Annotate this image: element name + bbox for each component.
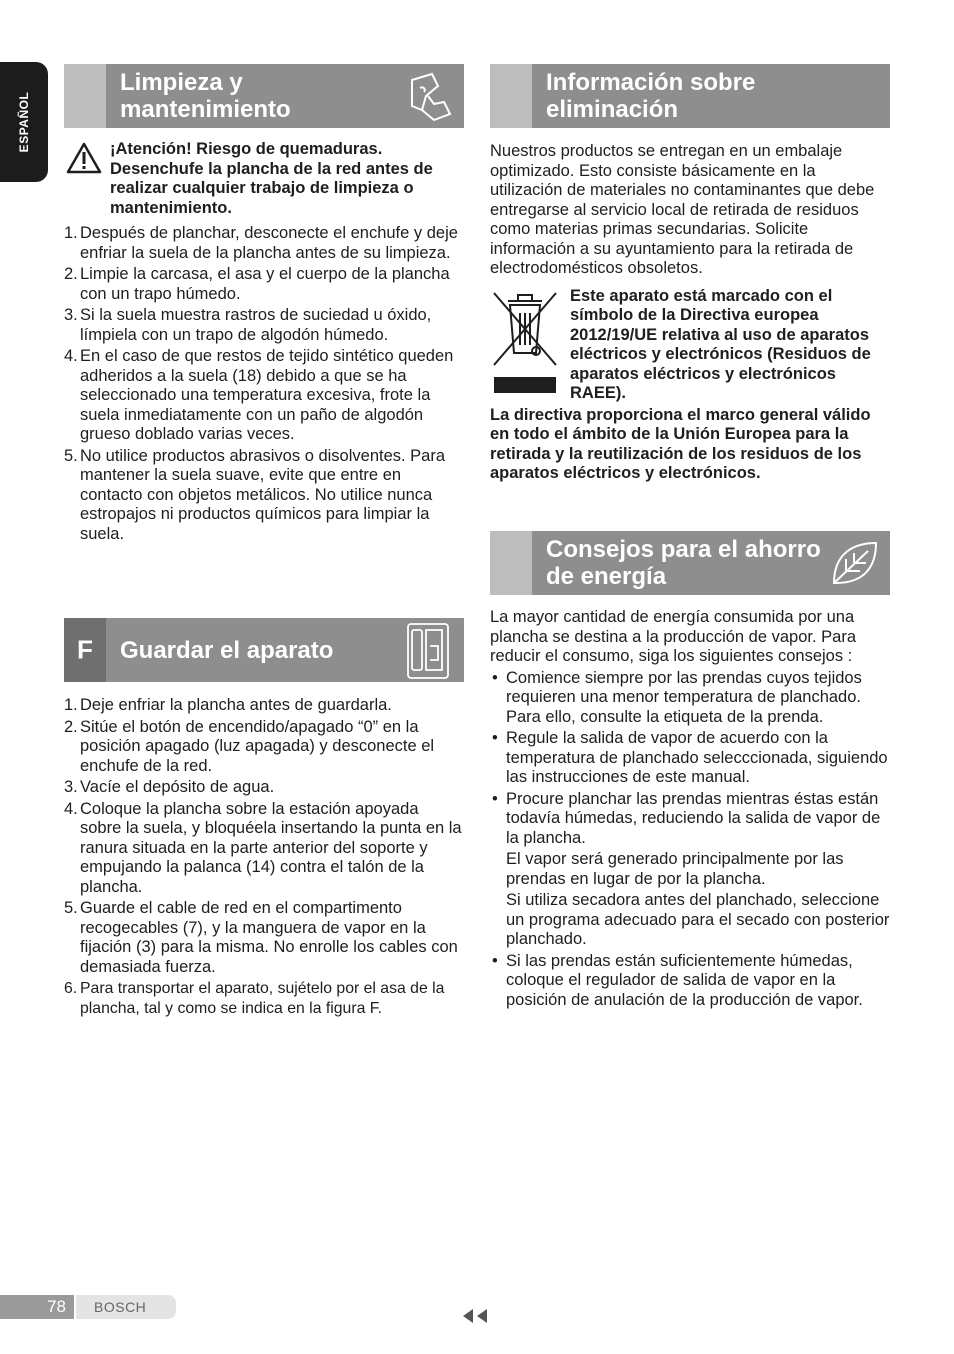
language-tab-label: ESPAÑOL [17, 91, 31, 153]
list-item: 5. No utilice productos abrasivos o disolventes. Para mantener la suela suave, evite que entre en contacto con objetos metálicos. No utilice nunca estropajos ni productos químicos para limpiar la suela. [64, 446, 446, 543]
weee-text: Este aparato está marcado con el símbolo de la Directiva europea 2012/19/UE relativa al uso de aparatos eléctricos y electrónicos (Residuos de aparatos eléctricos y electrónicos RAEE). [570, 286, 871, 402]
disposal-title: Información sobre eliminación [546, 69, 756, 123]
energy-intro: La mayor cantidad de energía consumida por una plancha se destina a la producción de vapor. Para reducir el consumo, siga los siguientes consejos : [490, 608, 856, 665]
cleaning-header [64, 64, 464, 128]
warning-triangle-icon [66, 142, 102, 174]
storage-header [64, 618, 464, 682]
cleaning-content [64, 140, 464, 546]
disposal-header [490, 64, 890, 128]
list-item: 1. Deje enfriar la plancha antes de guardarla. [64, 696, 392, 714]
brand-label: BOSCH [76, 1295, 176, 1319]
hand-cloth-icon [398, 66, 458, 126]
list-item: 1. Después de planchar, desconecte el enchufe y deje enfriar la suela de la plancha antes de su limpieza. [64, 224, 458, 262]
energy-title: Consejos para el ahorro de energía [546, 536, 821, 590]
list-item: 5. Guarde el cable de red en el compartimento recogecables (7), y la manguera de vapor en la fijación (3) para la misma. No enrolle los cables con demasiada fuerza. [64, 899, 458, 976]
section-letter: F [77, 634, 93, 665]
double-arrow-left-icon[interactable] [461, 1308, 491, 1324]
list-item: • Si las prendas están suficientemente húmedas, coloque el regulador de salida de vapor en la posición de anulación de la producción de vapor. [490, 952, 890, 1011]
warning-title: ¡Atención! Riesgo de quemaduras. [110, 140, 383, 158]
tip-extra: Si utiliza secadora antes del planchado, seleccione un programa adecuado para el secado con posterior planchado. [506, 891, 890, 948]
language-tab [0, 62, 48, 182]
list-item: 4. En el caso de que restos de tejido sintético queden adheridos a la suela (18) debido a que se ha seleccionado una temperatura excesiva, frote la suela inmediatamente con un paño de algodón grueso doblado varias veces. [64, 347, 454, 443]
disposal-intro: Nuestros productos se entregan en un embalaje optimizado. Esto consiste básicamente en la utilización de materiales no contaminantes que debe entregarse al servicio local de retirada de residuos como materias primas secundarias. Solicite información a su ayuntamiento para la retirada de electrodomésticos obsoletos. [490, 142, 875, 277]
list-item: • Comience siempre por las prendas cuyos tejidos requieren una menor temperatura de planchado. Para ello, consulte la etiqueta de la prenda. [490, 669, 890, 728]
list-item: 3. Vacíe el depósito de agua. [64, 778, 275, 796]
list-item: 4. Coloque la plancha sobre la estación apoyada sobre la suela, y bloquéela insertando la punta en la ranura situada en la parte anterior del soporte y empujando la palanca (14) contra el talón de la plancha. [64, 799, 462, 896]
storage-title: Guardar el aparato [120, 636, 334, 664]
storage-content [64, 696, 464, 1020]
list-item: 2. Sitúe el botón de encendido/apagado “0” en la posición apagado (luz apagada) y desconecte el enchufe de la red. [64, 717, 435, 775]
list-item: 6. Para transportar el aparato, sujételo por el asa de la plancha, tal y como se indica en la figura F. [64, 980, 445, 1017]
iron-station-icon [398, 620, 458, 680]
crossed-bin-icon [490, 287, 560, 399]
energy-tips [490, 669, 890, 1011]
list-item: • Procure planchar las prendas mientras éstas están todavía húmedas, reduciendo la salida de vapor de la plancha. El vapor será generado principalmente por las prendas en lugar de por la plancha. Si utiliza secadora antes del planchado, seleccione un programa adecuado para el secado con posterior planchado. [490, 790, 890, 950]
header-tab [490, 64, 532, 128]
list-item: • Regule la salida de vapor de acuerdo con la temperatura de planchado selecccionada, siguiendo las instrucciones de este manual. [490, 729, 890, 788]
directive-text: La directiva proporciona el marco general válido en todo el ámbito de la Unión Europea para la retirada y la reutilización de los residuos de los aparatos eléctricos y electrónicos. [490, 405, 871, 482]
header-tab [490, 531, 532, 595]
weee-block [490, 287, 890, 404]
list-item: 2. Limpie la carcasa, el asa y el cuerpo de la plancha con un trapo húmedo. [64, 265, 450, 303]
warning-block [64, 140, 464, 218]
header-tab [64, 64, 106, 128]
list-item: 3. Si la suela muestra rastros de suciedad u óxido, límpiela con un trapo de algodón húmedo. [64, 306, 432, 344]
cleaning-title: Limpieza y mantenimiento [120, 69, 291, 123]
energy-header [490, 531, 890, 595]
storage-steps [64, 696, 464, 1018]
leaf-icon [824, 533, 884, 593]
disposal-content [490, 142, 890, 484]
cleaning-steps [64, 224, 464, 544]
energy-content [490, 608, 890, 1012]
tip-extra: El vapor será generado principalmente por las prendas en lugar de por la plancha. [506, 850, 844, 888]
page-number: 78 [0, 1295, 74, 1319]
warning-text: Desenchufe la plancha de la red antes de realizar cualquier trabajo de limpieza o mantenimiento. [110, 159, 433, 217]
header-tab [64, 618, 106, 682]
